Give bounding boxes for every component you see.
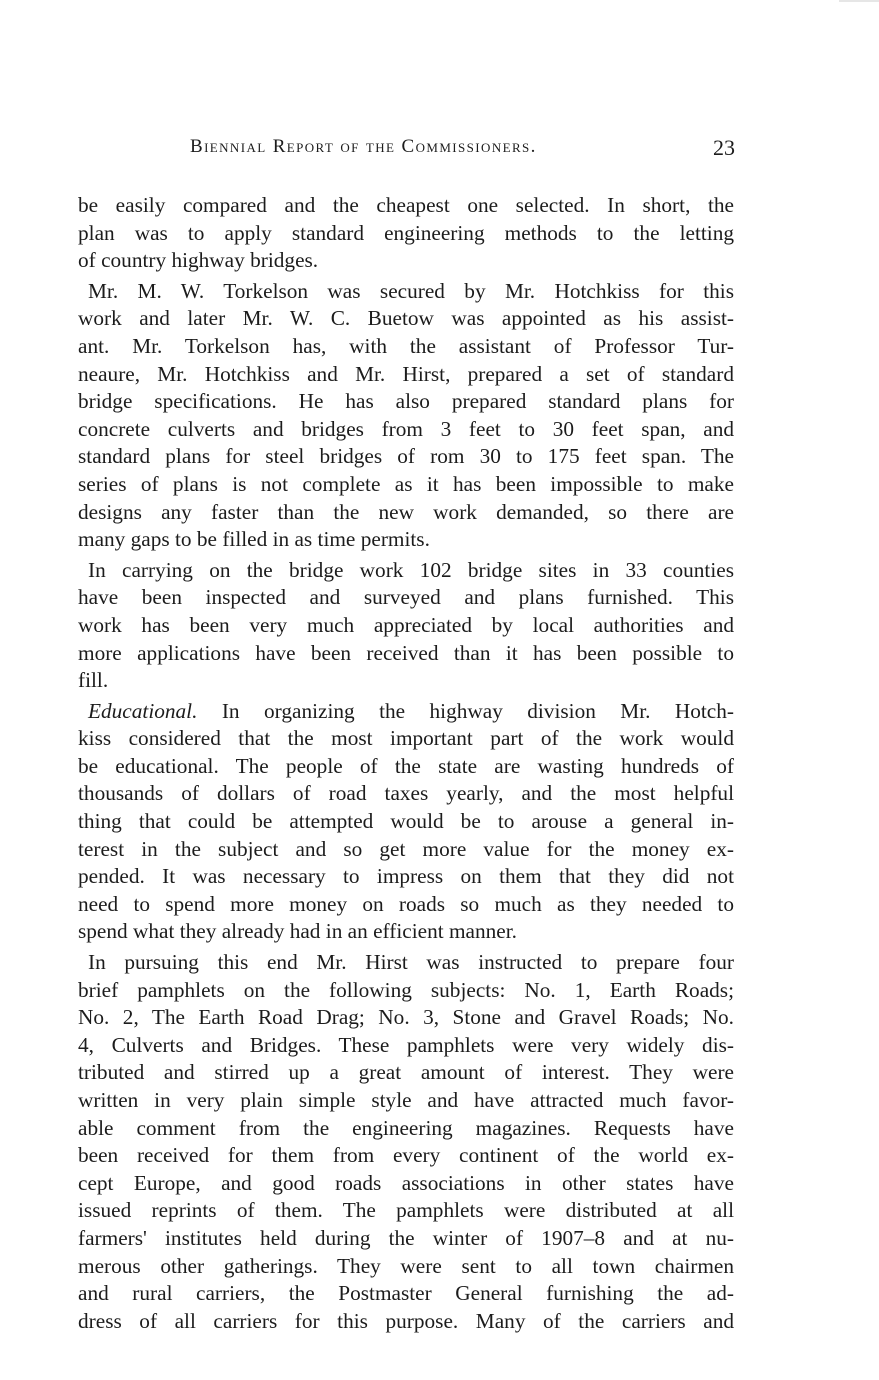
text-line: work has been very much appreciated by local authorities and	[78, 612, 734, 637]
text-line: many gaps to be filled in as time permits.	[78, 527, 430, 552]
text-line: standard plans for steel bridges of rom 30 to 175 feet span. The	[78, 444, 734, 469]
text-line: terest in the subject and so get more value for the money ex-	[78, 836, 734, 861]
text-line: In carrying on the bridge work 102 bridge sites in 33 counties	[88, 557, 734, 582]
text-line: brief pamphlets on the following subjects: No. 1, Earth Roads;	[78, 977, 734, 1002]
paragraph-educational	[78, 698, 734, 946]
text-line: thousands of dollars of road taxes yearly, and the most helpful	[78, 781, 734, 806]
text-line: In pursuing this end Mr. Hirst was instructed to prepare four	[88, 950, 734, 975]
paragraph	[78, 949, 734, 1335]
body-text	[78, 192, 734, 1335]
section-lead: Educational.	[88, 698, 198, 723]
text-line: work and later Mr. W. C. Buetow was appointed as his assist-	[78, 306, 734, 331]
running-head: Biennial Report of the Commissioners.	[190, 136, 537, 157]
text-line: series of plans is not complete as it has been impossible to make	[78, 471, 734, 496]
text-line: able comment from the engineering magazines. Requests have	[78, 1115, 734, 1140]
text-line: written in very plain simple style and have attracted much favor-	[78, 1088, 734, 1112]
text-line: thing that could be attempted would be to arouse a general in-	[78, 809, 734, 834]
text-line: farmers' institutes held during the winter of 1907–8 and at nu-	[78, 1225, 734, 1250]
text-line: be easily compared and the cheapest one selected. In short, the	[78, 193, 734, 217]
text-line: be educational. The people of the state are wasting hundreds of	[78, 753, 734, 778]
text-line: issued reprints of them. The pamphlets were distributed at all	[78, 1198, 734, 1223]
text-fragment: In organizing the highway division Mr. Hotch-	[221, 698, 734, 723]
text-line: more applications have been received than it has been possible to	[78, 640, 734, 665]
text-line: kiss considered that the most important part of the work would	[78, 726, 734, 751]
text-line: designs any faster than the new work demanded, so there are	[78, 499, 734, 524]
text-line	[78, 698, 734, 726]
text-line: 4, Culverts and Bridges. These pamphlets were very widely dis-	[78, 1032, 734, 1057]
text-line: spend what they already had in an efficient manner.	[78, 919, 517, 944]
text-line: have been inspected and surveyed and plans furnished. This	[78, 585, 734, 610]
paragraph	[78, 557, 734, 695]
text-line: of country highway bridges.	[78, 248, 319, 273]
text-line: ant. Mr. Torkelson has, with the assistant of Professor Tur-	[78, 333, 734, 358]
text-line: concrete culverts and bridges from 3 feet to 30 feet span, and	[78, 416, 734, 441]
text-line: been received for them from every continent of the world ex-	[78, 1143, 734, 1168]
scan-edge-mark	[839, 0, 879, 2]
text-line: tributed and stirred up a great amount of interest. They were	[78, 1060, 734, 1085]
text-line: plan was to apply standard engineering methods to the letting	[78, 220, 734, 245]
text-line: fill.	[78, 668, 109, 693]
text-line: need to spend more money on roads so much as they needed to	[78, 891, 734, 916]
text-line: merous other gatherings. They were sent to all town chairmen	[78, 1253, 734, 1278]
paragraph	[78, 278, 734, 554]
text-line: cept Europe, and good roads associations in other states have	[78, 1170, 734, 1195]
text-line: pended. It was necessary to impress on them that they did not	[78, 864, 734, 889]
text-line: Mr. M. W. Torkelson was secured by Mr. Hotchkiss for this	[88, 278, 734, 303]
text-line: No. 2, The Earth Road Drag; No. 3, Stone and Gravel Roads; No.	[78, 1005, 734, 1030]
page-number: 23	[713, 135, 735, 160]
text-line: bridge specifications. He has also prepared standard plans for	[78, 389, 734, 414]
page-header	[80, 136, 740, 168]
text-line: and rural carriers, the Postmaster General furnishing the ad-	[78, 1281, 734, 1306]
paragraph	[78, 192, 734, 275]
text-line: dress of all carriers for this purpose. Many of the carriers and	[78, 1308, 734, 1333]
text-line: neaure, Mr. Hotchkiss and Mr. Hirst, prepared a set of standard	[78, 361, 734, 386]
